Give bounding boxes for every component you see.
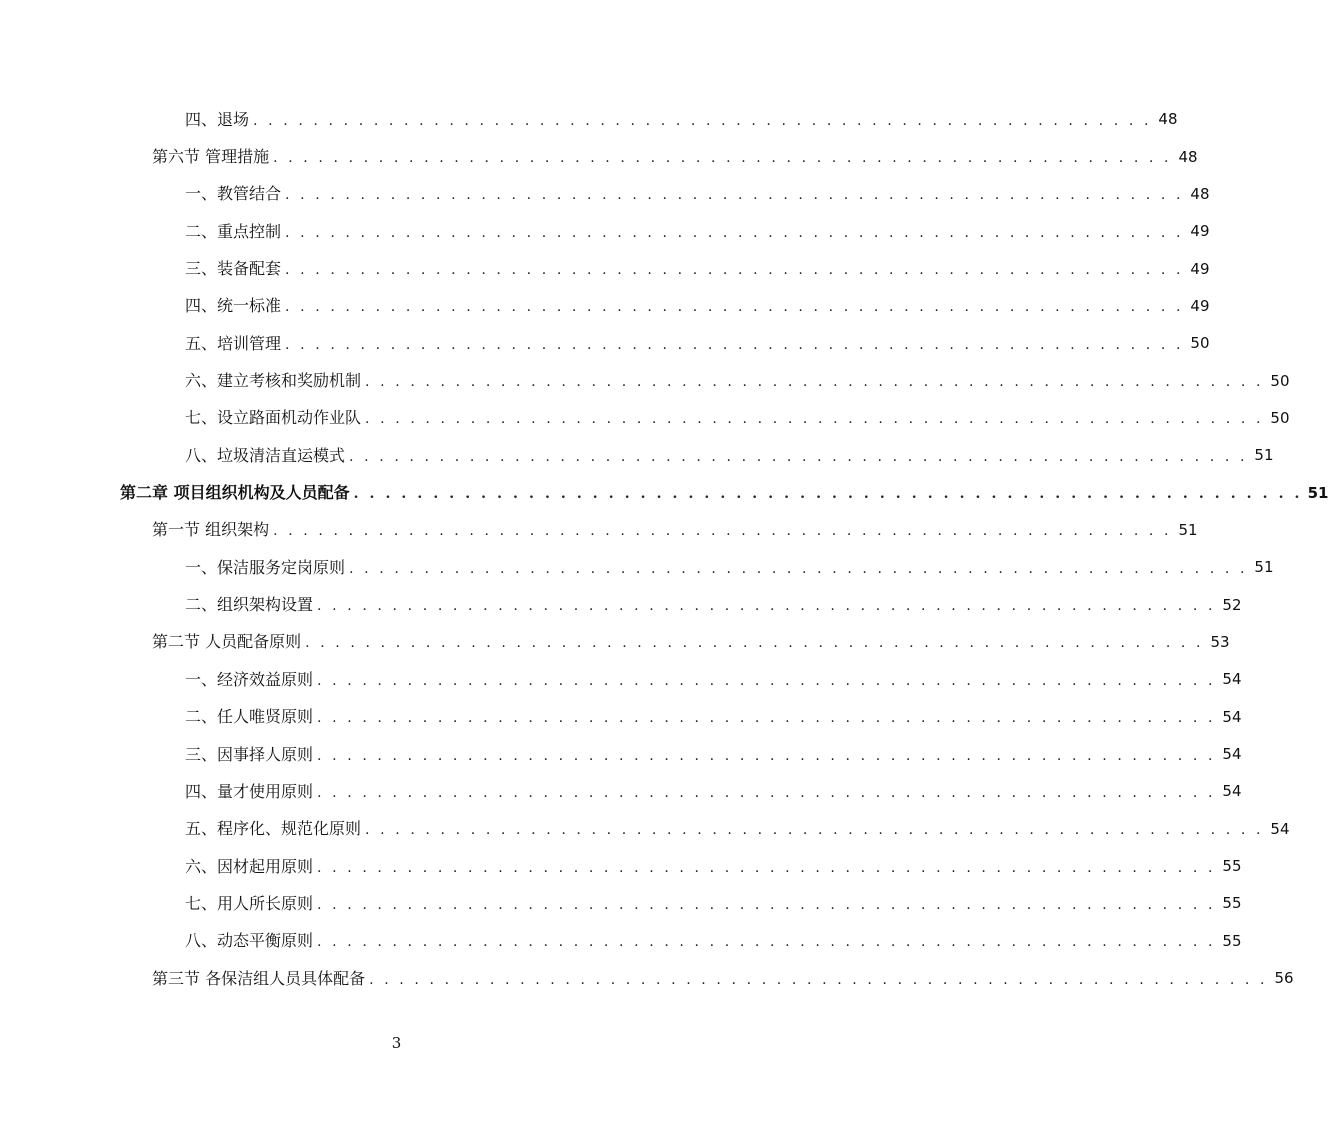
toc-subsection-entry[interactable] [0,773,1242,810]
toc-subsection-entry[interactable] [0,736,1242,773]
toc-dot-leader: . . . . . . . . . . . . . . . . . . . . . . . . . . . . . . . . . . . . . . . . . . . . . . . . . . . . . . . . . . . . [353,486,1303,503]
toc-dot-leader: . . . . . . . . . . . . . . . . . . . . . . . . . . . . . . . . . . . . . . . . . . . . . . . . . . . . . . . . . . . . [317,859,1216,876]
toc-subsection-entry[interactable] [0,288,1210,325]
toc-dot-leader: . . . . . . . . . . . . . . . . . . . . . . . . . . . . . . . . . . . . . . . . . . . . . . . . . . . . . . . . . . . . [285,224,1184,241]
toc-entry-title: 第二章 项目组织机构及人员配备 [120,483,350,503]
toc-entry-page: 55 [1222,857,1242,876]
toc-subsection-entry[interactable] [0,400,1290,437]
toc-entry-page: 51 [1254,446,1274,465]
toc-entry-page: 49 [1190,296,1210,315]
toc-entry-title: 二、任人唯贤原则 [185,707,314,727]
toc-dot-leader: . . . . . . . . . . . . . . . . . . . . . . . . . . . . . . . . . . . . . . . . . . . . . . . . . . . . . . . . . . . . [317,710,1216,727]
toc-entry-title: 六、因材起用原则 [185,856,314,876]
toc-entry-page: 49 [1190,259,1210,278]
toc-dot-leader: . . . . . . . . . . . . . . . . . . . . . . . . . . . . . . . . . . . . . . . . . . . . . . . . . . . . . . . . . . . . [365,374,1264,391]
toc-entry-title: 第二节 人员配备原则 [152,632,302,652]
toc-entry-title: 六、建立考核和奖励机制 [185,371,362,391]
toc-entry-title: 一、教管结合 [185,184,282,204]
toc-dot-leader: . . . . . . . . . . . . . . . . . . . . . . . . . . . . . . . . . . . . . . . . . . . . . . . . . . . . . . . . . . . . [273,523,1172,540]
toc-subsection-entry[interactable] [0,661,1242,698]
toc-dot-leader: . . . . . . . . . . . . . . . . . . . . . . . . . . . . . . . . . . . . . . . . . . . . . . . . . . . . . . . . . . . . [365,411,1264,428]
toc-entry-page: 52 [1222,595,1242,614]
toc-entry-title: 四、统一标准 [185,296,282,316]
toc-entry-page: 50 [1190,334,1210,353]
page-number: 3 [391,1034,402,1052]
toc-subsection-entry[interactable] [0,213,1210,250]
toc-subsection-entry[interactable] [0,885,1242,922]
toc-subsection-entry[interactable] [0,362,1290,399]
toc-subsection-entry[interactable] [0,923,1242,960]
toc-entry-title: 一、经济效益原则 [185,669,314,689]
toc-entry-page: 56 [1274,969,1294,988]
toc-entry-title: 四、退场 [185,109,250,129]
toc-entry-title: 八、垃圾清洁直运模式 [185,445,346,465]
toc-dot-leader: . . . . . . . . . . . . . . . . . . . . . . . . . . . . . . . . . . . . . . . . . . . . . . . . . . . . . . . . . . . . [317,784,1216,801]
toc-entry-title: 八、动态平衡原则 [185,931,314,951]
toc-entry-title: 三、因事择人原则 [185,744,314,764]
toc-section-entry[interactable] [0,138,1198,175]
toc-dot-leader: . . . . . . . . . . . . . . . . . . . . . . . . . . . . . . . . . . . . . . . . . . . . . . . . . . . . . . . . . . . . [317,747,1216,764]
toc-entry-title: 五、程序化、规范化原则 [185,819,362,839]
toc-entry-page: 55 [1222,931,1242,950]
toc-dot-leader: . . . . . . . . . . . . . . . . . . . . . . . . . . . . . . . . . . . . . . . . . . . . . . . . . . . . . . . . . . . . [253,112,1152,129]
toc-entry-title: 七、用人所长原则 [185,893,314,913]
toc-entry-page: 54 [1270,819,1290,838]
toc-entry-page: 54 [1222,782,1242,801]
toc-entry-page: 50 [1270,371,1290,390]
toc-subsection-entry[interactable] [0,699,1242,736]
toc-section-entry[interactable] [0,624,1230,661]
toc-subsection-entry[interactable] [0,811,1290,848]
toc-entry-page: 54 [1222,670,1242,689]
toc-subsection-entry[interactable] [0,101,1178,138]
toc-entry-title: 五、培训管理 [185,333,282,353]
toc-section-entry[interactable] [0,512,1198,549]
toc-dot-leader: . . . . . . . . . . . . . . . . . . . . . . . . . . . . . . . . . . . . . . . . . . . . . . . . . . . . . . . . . . . . [285,262,1184,279]
toc-dot-leader: . . . . . . . . . . . . . . . . . . . . . . . . . . . . . . . . . . . . . . . . . . . . . . . . . . . . . . . . . . . . [317,934,1216,951]
toc-entry-title: 四、量才使用原则 [185,781,314,801]
toc-dot-leader: . . . . . . . . . . . . . . . . . . . . . . . . . . . . . . . . . . . . . . . . . . . . . . . . . . . . . . . . . . . . [273,150,1172,167]
toc-entry-page: 49 [1190,222,1210,241]
toc-subsection-entry[interactable] [0,250,1210,287]
toc-entry-title: 第六节 管理措施 [152,147,270,167]
toc-entry-page: 54 [1222,745,1242,764]
toc-entry-page: 48 [1190,184,1210,203]
toc-subsection-entry[interactable] [0,325,1210,362]
toc-entry-title: 第三节 各保洁组人员具体配备 [152,968,366,988]
toc-dot-leader: . . . . . . . . . . . . . . . . . . . . . . . . . . . . . . . . . . . . . . . . . . . . . . . . . . . . . . . . . . . . [305,635,1204,652]
toc-subsection-entry[interactable] [0,586,1242,623]
toc-dot-leader: . . . . . . . . . . . . . . . . . . . . . . . . . . . . . . . . . . . . . . . . . . . . . . . . . . . . . . . . . . . . [317,896,1216,913]
toc-subsection-entry[interactable] [0,176,1210,213]
toc-dot-leader: . . . . . . . . . . . . . . . . . . . . . . . . . . . . . . . . . . . . . . . . . . . . . . . . . . . . . . . . . . . . [285,187,1184,204]
toc-dot-leader: . . . . . . . . . . . . . . . . . . . . . . . . . . . . . . . . . . . . . . . . . . . . . . . . . . . . . . . . . . . . [365,822,1264,839]
toc-dot-leader: . . . . . . . . . . . . . . . . . . . . . . . . . . . . . . . . . . . . . . . . . . . . . . . . . . . . . . . . . . . . [317,672,1216,689]
toc-dot-leader: . . . . . . . . . . . . . . . . . . . . . . . . . . . . . . . . . . . . . . . . . . . . . . . . . . . . . . . . . . . . [317,598,1216,615]
toc-entry-page: 48 [1158,110,1178,129]
toc-dot-leader: . . . . . . . . . . . . . . . . . . . . . . . . . . . . . . . . . . . . . . . . . . . . . . . . . . . . . . . . . . . . [285,336,1184,353]
toc-entry-page: 53 [1210,632,1230,651]
toc-subsection-entry[interactable] [0,848,1242,885]
toc-dot-leader: . . . . . . . . . . . . . . . . . . . . . . . . . . . . . . . . . . . . . . . . . . . . . . . . . . . . . . . . . . . . [285,299,1184,316]
toc-entry-page: 51 [1307,483,1329,502]
toc-entry-title: 一、保洁服务定岗原则 [185,557,346,577]
toc-section-entry[interactable] [0,960,1294,997]
toc-entry-page: 54 [1222,707,1242,726]
toc-dot-leader: . . . . . . . . . . . . . . . . . . . . . . . . . . . . . . . . . . . . . . . . . . . . . . . . . . . . . . . . . . . . [349,448,1248,465]
toc-entry-page: 51 [1178,520,1198,539]
table-of-contents [0,101,1329,997]
toc-entry-title: 第一节 组织架构 [152,520,270,540]
toc-subsection-entry[interactable] [0,549,1274,586]
toc-dot-leader: . . . . . . . . . . . . . . . . . . . . . . . . . . . . . . . . . . . . . . . . . . . . . . . . . . . . . . . . . . . . [369,971,1268,988]
toc-chapter-entry[interactable] [0,474,1329,511]
toc-entry-title: 七、设立路面机动作业队 [185,408,362,428]
toc-entry-title: 二、组织架构设置 [185,595,314,615]
toc-entry-page: 55 [1222,894,1242,913]
toc-entry-page: 51 [1254,558,1274,577]
toc-entry-title: 二、重点控制 [185,221,282,241]
toc-entry-title: 三、装备配套 [185,259,282,279]
toc-entry-page: 48 [1178,147,1198,166]
toc-subsection-entry[interactable] [0,437,1274,474]
toc-dot-leader: . . . . . . . . . . . . . . . . . . . . . . . . . . . . . . . . . . . . . . . . . . . . . . . . . . . . . . . . . . . . [349,560,1248,577]
toc-entry-page: 50 [1270,408,1290,427]
